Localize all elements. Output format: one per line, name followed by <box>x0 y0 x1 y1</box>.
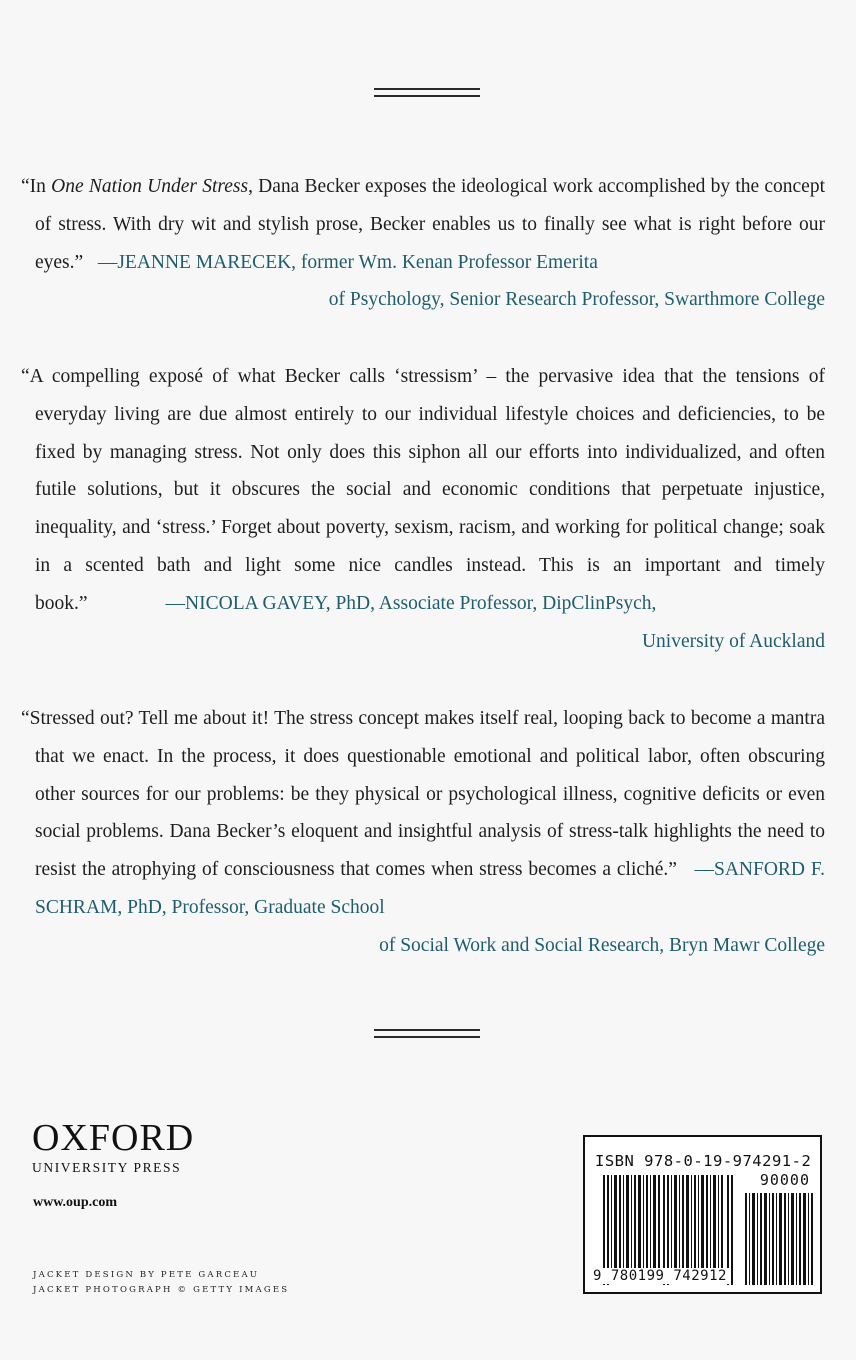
blurb-3: “Stressed out? Tell me about it! The stress concept makes itself real, looping back to become a mantra that we enact. In the process, it does questionable emotional and political labor, often obscuring other sources for our problems: be they physical or psychological illness, cognitive deficits or even social problems. Dana Becker’s eloquent and insightful analysis of stress-talk highlights the need to resist the atrophying of consciousness that comes when stress becomes a cliché.” —SANFORD F. SCHRAM, PhD, Professor, Graduate School of Social Work and Social Research, Bryn Mawr College <box>35 700 825 965</box>
isbn-number: ISBN 978-0-19-974291-2 <box>595 1152 812 1170</box>
design-credit: JACKET DESIGN BY PETE GARCEAU <box>33 1270 260 1280</box>
publisher-name: OXFORD <box>32 1117 195 1159</box>
publisher-website[interactable]: www.oup.com <box>33 1195 118 1210</box>
book-title: One Nation Under Stress <box>51 176 249 197</box>
price-addon: 90000 <box>759 1171 810 1189</box>
blurb-2-attribution: —NICOLA GAVEY, PhD, Associate Professor, DipClinPsych, <box>165 592 657 614</box>
blurb-1-attribution: —JEANNE MARECEK, former Wm. Kenan Professor Emerita <box>97 251 598 273</box>
blurb-1-attribution-line2: of Psychology, Senior Research Professor, Swarthmore College <box>328 289 825 311</box>
bottom-divider <box>374 1029 480 1043</box>
isbn-barcode <box>583 1135 822 1294</box>
addon-barcode-bars <box>745 1193 815 1285</box>
blurb-2: “A compelling exposé of what Becker calls ‘stressism’ – the pervasive idea that the tensions of everyday living are due almost entirely to our individual lifestyle choices and deficiencies, to be fixed by managing stress. Not only does this siphon all our efforts into individualized, and often futile solutions, but it obscures the social and economic conditions that perpetuate injustice, inequality, and ‘stress.’ Forget about poverty, sexism, racism, and working for political change; soak in a scented bath and light some nice candles instead. This is an important and timely book.” —NICOLA GAVEY, PhD, Associate Professor, DipClinPsych, University of Auckland <box>35 358 825 660</box>
barcode-digits: 9 780199 742912 <box>593 1268 727 1284</box>
blurb-1: “In One Nation Under Stress, Dana Becker exposes the ideological work accomplished by the concept of stress. With dry wit and stylish prose, Becker enables us to finally see what is right before our eyes.” —JEANNE MARECEK, former Wm. Kenan Professor Emerita of Psychology, Senior Research Professor, Swarthmore College <box>35 168 825 319</box>
publisher-logo <box>32 1118 194 1176</box>
top-divider <box>374 88 480 102</box>
blurb-2-attribution-line2: University of Auckland <box>641 630 825 652</box>
publisher-subtitle: UNIVERSITY PRESS <box>32 1160 182 1175</box>
blurb-3-attribution: —SANFORD F. SCHRAM, PhD, Professor, Graduate School <box>35 859 826 918</box>
blurb-3-attribution-line2: of Social Work and Social Research, Bryn Mawr College <box>379 934 825 956</box>
photo-credit: JACKET PHOTOGRAPH © GETTY IMAGES <box>33 1285 290 1295</box>
jacket-credits <box>33 1268 289 1298</box>
